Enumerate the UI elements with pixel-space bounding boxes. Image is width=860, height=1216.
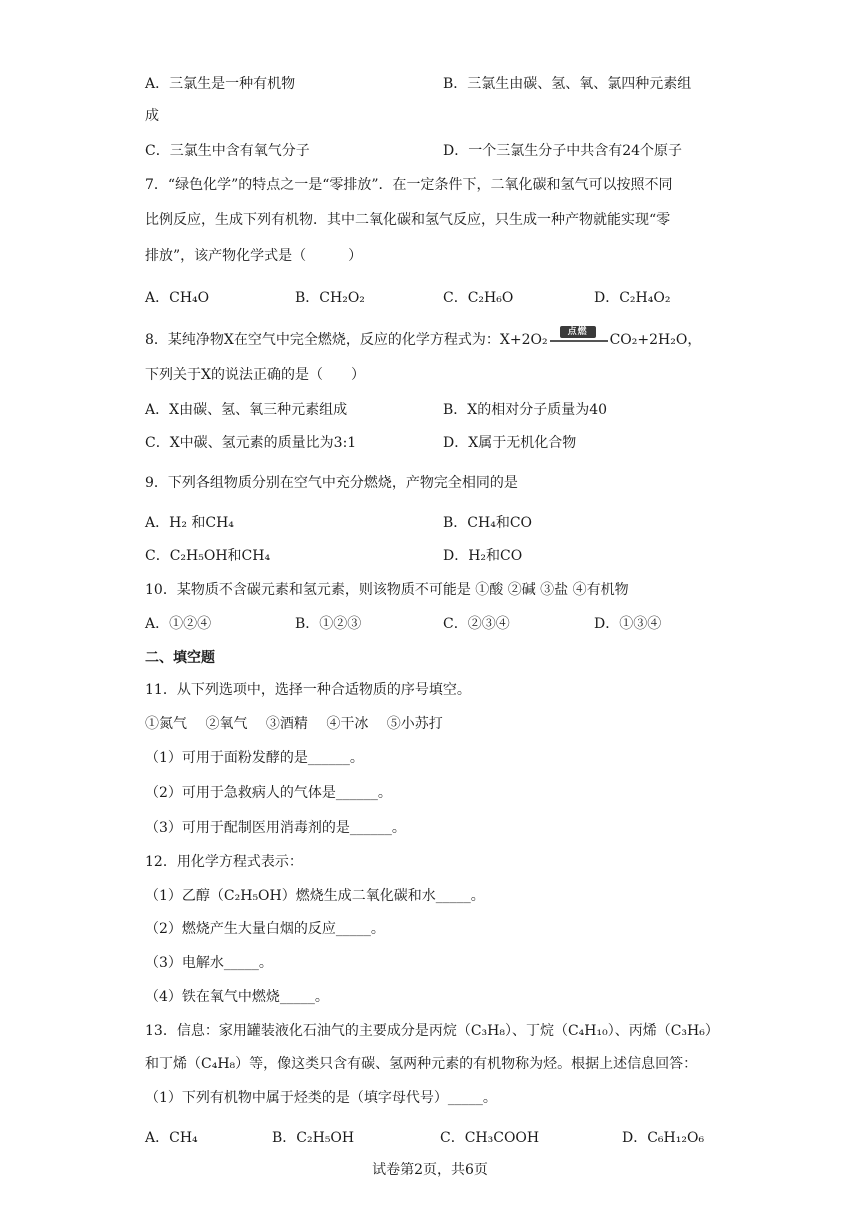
q8-equation-left: 8．某纯净物X在空气中完全燃烧，反应的化学方程式为：X+2O₂ [145, 332, 548, 348]
q8-option-a: A．X由碳、氢、氧三种元素组成 [145, 402, 348, 418]
q9-option-d: D．H₂和CO [443, 548, 523, 564]
section-heading: 二、填空题 [145, 650, 215, 666]
q7-stem-line2: 比例反应，生成下列有机物．其中二氧化碳和氢气反应，只生成一种产物就能实现“零 [145, 212, 671, 228]
q12-sub1: （1）乙醇（C₂H₅OH）燃烧生成二氧化碳和水_____。 [145, 888, 485, 904]
q10-option-c: C．②③④ [443, 616, 510, 632]
q10-option-b: B．①②③ [295, 616, 362, 632]
reaction-condition-label: 点燃 [560, 326, 596, 338]
q8-stem-line2: 下列关于X的说法正确的是（ ） [145, 367, 365, 383]
q6-option-a: A．三氯生是一种有机物 [145, 76, 296, 92]
q11-choices: ①氮气 ②氧气 ③酒精 ④干冰 ⑤小苏打 [145, 716, 443, 732]
q13-option-a: A．CH₄ [145, 1130, 198, 1146]
q13-stem-line2: 和丁烯（C₄H₈）等，像这类只含有碳、氢两种元素的有机物称为烃。根据上述信息回答： [145, 1056, 698, 1072]
q6-option-c: C．三氯生中含有氧气分子 [145, 143, 310, 159]
q8-stem-line1 [145, 327, 702, 350]
q13-sub1: （1）下列有机物中属于烃类的是（填字母代号）_____。 [145, 1090, 497, 1106]
q11-sub2: （2）可用于急救病人的气体是______。 [145, 785, 392, 801]
q8-equation-right: CO₂+2H₂O， [609, 332, 702, 348]
q13-stem-line1: 13．信息：家用罐装液化石油气的主要成分是丙烷（C₃H₈）、丁烷（C₄H₁₀）、丙烯（C₃H₆） [145, 1023, 719, 1039]
q13-option-d: D．C₆H₁₂O₆ [622, 1130, 705, 1146]
q7-stem-line3: 排放”，该产物化学式是（ ） [145, 248, 363, 264]
q11-sub3: （3）可用于配制医用消毒剂的是______。 [145, 820, 406, 836]
q9-option-a: A．H₂ 和CH₄ [145, 515, 234, 531]
q12-sub3: （3）电解水_____。 [145, 955, 273, 971]
q8-option-d: D．X属于无机化合物 [443, 435, 577, 451]
q13-option-b: B．C₂H₅OH [272, 1130, 355, 1146]
q6-option-b: B．三氯生由碳、氢、氧、氯四种元素组 [443, 76, 692, 92]
q8-option-c: C．X中碳、氢元素的质量比为3:1 [145, 435, 357, 451]
q6-option-d: D．一个三氯生分子中共含有24个原子 [443, 143, 683, 159]
q12-stem: 12．用化学方程式表示： [145, 854, 303, 870]
q10-stem: 10．某物质不含碳元素和氢元素，则该物质不可能是 ①酸 ②碱 ③盐 ④有机物 [145, 582, 629, 598]
q11-stem: 11．从下列选项中，选择一种合适物质的序号填空。 [145, 682, 471, 698]
q7-stem-line1: 7．“绿色化学”的特点之一是“零排放”．在一定条件下，二氧化碳和氢气可以按照不同 [145, 177, 673, 193]
q9-option-c: C．C₂H₅OH和CH₄ [145, 548, 271, 564]
q11-sub1: （1）可用于面粉发酵的是______。 [145, 750, 364, 766]
q7-option-a: A．CH₄O [145, 290, 210, 306]
q12-sub4: （4）铁在氧气中燃烧_____。 [145, 989, 329, 1005]
reaction-line [550, 340, 608, 342]
q10-option-a: A．①②④ [145, 616, 212, 632]
q6-option-b-continued: 成 [145, 108, 159, 124]
q7-option-d: D．C₂H₄O₂ [594, 290, 671, 306]
q8-option-b: B．X的相对分子质量为40 [443, 402, 608, 418]
q10-option-d: D．①③④ [594, 616, 662, 632]
page-footer: 试卷第2页，共6页 [372, 1162, 488, 1178]
q7-option-b: B．CH₂O₂ [295, 290, 365, 306]
q13-option-c: C．CH₃COOH [440, 1130, 540, 1146]
q12-sub2: （2）燃烧产生大量白烟的反应_____。 [145, 921, 385, 937]
q9-option-b: B．CH₄和CO [443, 515, 533, 531]
reaction-condition-arrow [548, 327, 610, 350]
q9-stem: 9．下列各组物质分别在空气中充分燃烧，产物完全相同的是 [145, 475, 518, 491]
q7-option-c: C．C₂H₆O [443, 290, 514, 306]
